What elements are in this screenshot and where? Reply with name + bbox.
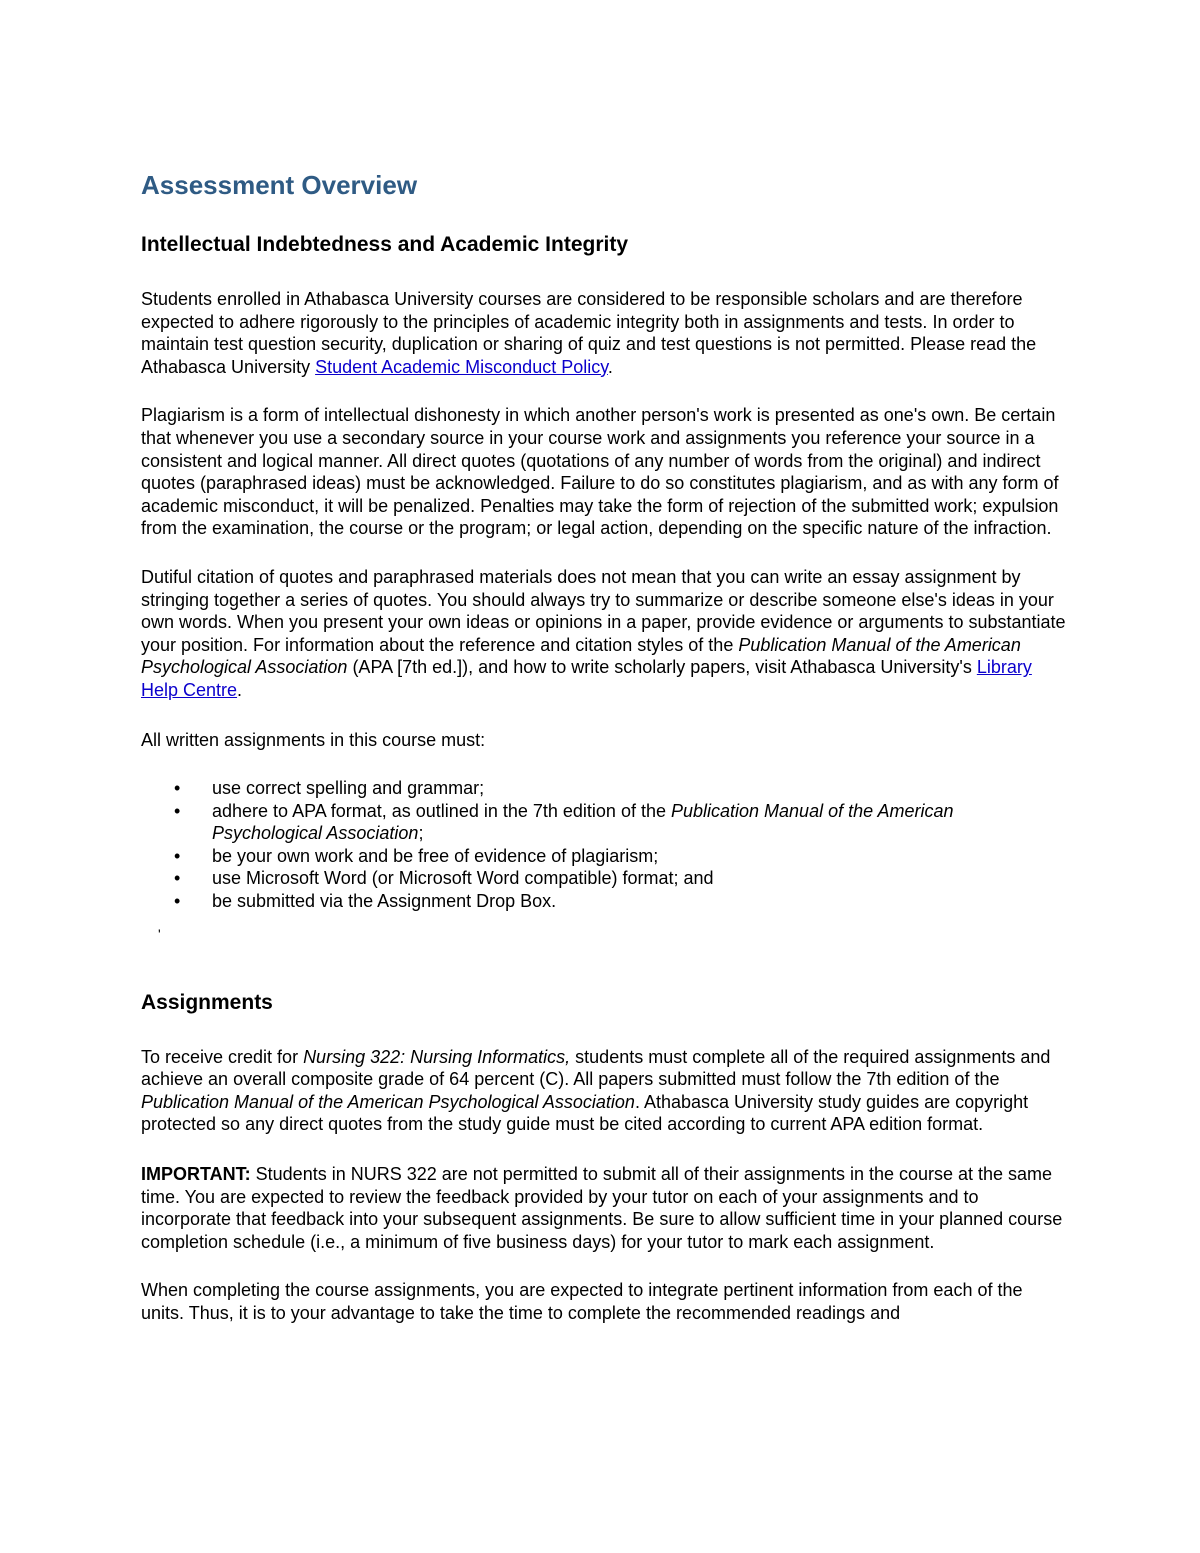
- list-item: [141, 845, 1066, 868]
- list-item: [141, 867, 1066, 890]
- list-intro: All written assignments in this course must:: [141, 729, 486, 750]
- integrity-p1-text: Students enrolled in Athabasca University courses are considered to be responsible scholars and are therefore expected to adhere rigorously to the principles of academic integrity both in assignments and tests. In order to maintain test question security, duplication or sharing of quiz and test questions is not permitted. Please read the Athabasca University: [141, 289, 1037, 377]
- integrity-p3-end: .: [237, 679, 243, 700]
- integrity-p1-end: .: [607, 356, 613, 377]
- assignments-paragraph-3: When completing the course assignments, you are expected to integrate pertinent information from each of the units. Thus, it is to your advantage to take the time to complete the recommended readings and: [141, 1280, 1023, 1323]
- bullet-icon: •: [174, 891, 181, 912]
- integrity-paragraph-2: Plagiarism is a form of intellectual dishonesty in which another person's work is presented as one's own. Be certain that whenever you use a secondary source in your course work and assignments you reference your source in a consistent and logical manner. All direct quotes (quotations of any number of words from the original) and indirect quotes (paraphrased ideas) must be acknowledged. Failure to do so constitutes plagiarism, and as with any form of academic misconduct, it will be penalized. Penalties may take the form of rejection of the submitted work; expulsion from the examination, the course or the program; or legal action, depending on the specific nature of the infraction.: [141, 405, 1059, 539]
- stray-mark: ': [158, 925, 161, 942]
- bullet-icon: •: [174, 845, 181, 866]
- library-help-centre-link[interactable]: Library Help Centre: [141, 657, 1032, 700]
- misconduct-policy-link[interactable]: Student Academic Misconduct Policy: [315, 356, 608, 377]
- assignments-p2-text: Students in NURS 322 are not permitted to submit all of their assignments in the course at the same time. You are expected to review the feedback provided by your tutor on each of your assignments and to incorporate that feedback into your subsequent assignments. Be sure to allow sufficient time in your planned course completion schedule (i.e., a minimum of five business days) for your tutor to mark each assignment.: [141, 1164, 1063, 1252]
- integrity-paragraph-3: [141, 566, 1066, 702]
- assignments-p1-end: . Athabasca University study guides are copyright protected so any direct quotes from the study guide must be cited according to current APA edition format.: [141, 1091, 1029, 1135]
- list-item-text: use Microsoft Word (or Microsoft Word compatible) format; and: [212, 868, 714, 889]
- assignments-paragraph-1: [141, 1046, 1066, 1136]
- integrity-p3-text: Dutiful citation of quotes and paraphrased materials does not mean that you can write an essay assignment by stringing together a series of quotes. You should always try to summarize or describe someone else's ideas in your own words. When you present your own ideas or opinions in a paper, provide evidence or arguments to substantiate your position. For information about the reference and citation styles of the: [141, 566, 1066, 655]
- important-label: IMPORTANT:: [141, 1164, 251, 1185]
- page-title: Assessment Overview: [141, 170, 418, 200]
- course-name-italic: Nursing 322: Nursing Informatics,: [303, 1046, 571, 1067]
- assignments-heading: Assignments: [141, 990, 273, 1014]
- bullet-icon: •: [174, 778, 181, 799]
- requirements-list: [141, 777, 1066, 913]
- list-item: [141, 800, 1066, 845]
- list-item-text: adhere to APA format, as outlined in the 7th edition of the: [212, 800, 671, 821]
- list-item: [141, 890, 1066, 913]
- bullet-icon: •: [174, 800, 181, 821]
- list-item-text: be submitted via the Assignment Drop Box.: [212, 891, 557, 912]
- list-item-end: ;: [418, 823, 424, 844]
- list-item: [141, 777, 1066, 800]
- integrity-heading: Intellectual Indebtedness and Academic Integrity: [141, 233, 629, 256]
- integrity-p3-italic: Publication Manual of the American Psychological Association: [141, 634, 1021, 678]
- apa-manual-italic: Publication Manual of the American Psychological Association: [141, 1091, 635, 1112]
- document-page: [141, 168, 1066, 1325]
- list-item-text: use correct spelling and grammar;: [212, 778, 485, 799]
- bullet-icon: •: [174, 868, 181, 889]
- list-item-italic: Publication Manual of the American Psychological Association: [212, 800, 954, 844]
- integrity-p3-mid: (APA [7th ed.]), and how to write scholarly papers, visit Athabasca University's: [347, 657, 977, 678]
- assignments-p1-text: To receive credit for: [141, 1046, 304, 1067]
- assignments-paragraph-2: [141, 1163, 1066, 1253]
- integrity-paragraph-1: [141, 288, 1066, 378]
- list-item-text: be your own work and be free of evidence of plagiarism;: [212, 845, 659, 866]
- assignments-p1-mid: students must complete all of the required assignments and achieve an overall composite grade of 64 percent (C). All papers submitted must follow the 7th edition of the: [141, 1046, 1051, 1090]
